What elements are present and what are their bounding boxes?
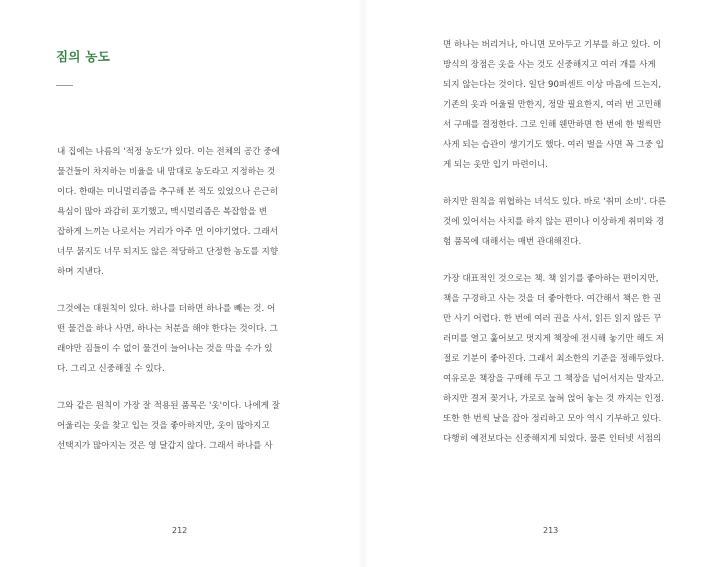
text-line: 방식의 장점은 옷을 사는 것도 신중해지고 여러 개를 사게 [443,60,656,70]
text-line: 하지만 원칙을 위협하는 녀석도 있다. 바로 '취미 소비'. 다른 [443,197,666,207]
text-line: 되지 않는다는 것이다. 일단 90퍼센트 이상 마음에 드는지, [443,80,662,90]
text-line: 것에 있어서는 사치를 하지 않는 편이나 이상하게 취미와 경 [443,217,665,227]
title-rule [56,85,73,86]
text-line: 사게 되는 습관이 생기기도 했다. 여러 벌을 사면 꼭 그중 입 [443,140,664,150]
right-page [363,0,726,567]
page-number: 213 [543,526,559,535]
text-line: 면 하나는 버리거나, 아니면 모아두고 기부를 하고 있다. 이 [443,40,662,50]
text-line: 어울리는 옷을 찾고 입는 것을 좋아하지만, 옷이 많아지고 [57,421,270,431]
text-line: 서 구매를 결정한다. 그로 인해 웬만하면 한 번에 한 벌씩만 [443,120,662,130]
text-line: 또한 한 번씩 날을 잡아 정리하고 모아 역시 기부하고 있다. [443,414,662,424]
text-line: 게 되는 옷만 입기 마련이니. [443,160,548,170]
text-line: 선택지가 많아지는 것은 영 달갑지 않다. 그래서 하나를 사 [57,441,273,451]
text-line: 책을 구경하고 사는 것을 더 좋아한다. 여간해서 책은 한 권 [443,294,662,304]
text-line: 기존의 옷과 어울릴 만한지, 정말 필요한지, 여러 번 고민해 [443,100,662,110]
text-line: 잡하게 느끼는 나로서는 거리가 아주 먼 이야기였다. 그래서 [57,227,279,237]
text-line: 이다. 한때는 미니멀리즘을 추구해 본 적도 있었으나 은근히 [57,187,279,197]
paragraph [443,269,693,449]
left-page-body [57,142,307,456]
text-line: 너무 묽지도 너무 되지도 않은 적당하고 단정한 농도를 지향 [57,247,279,257]
text-line: 떤 물건을 하나 사면, 하나는 처분을 해야 한다는 것이다. 그 [57,324,278,334]
text-line: 러미를 열고 훑어보고 멋지게 책장에 전시해 놓기만 해도 저 [443,334,665,344]
paragraph [57,142,307,282]
text-line: 다. 그리고 신중해질 수 있다. [57,364,165,374]
text-line: 여유로운 책장을 구매해 두고 그 책장을 넘어서지는 말자고. [443,374,665,384]
paragraph [443,35,693,175]
paragraph [57,299,307,379]
text-line: 험 품목에 대해서는 매번 관대해진다. [443,237,582,247]
text-line: 그것에는 대원칙이 있다. 하나를 더하면 하나를 빼는 것. 어 [57,304,276,314]
text-line: 다행히 예전보다는 신중해지게 되었다. 물론 인터넷 서점의 [443,434,662,444]
text-line: 절로 기분이 좋아진다. 그래서 최소한의 기준을 정해두었다. [443,354,665,364]
text-line: 욕심이 많아 과감히 포기했고, 맥시멀리즘은 복잡함을 변 [57,207,268,217]
text-line: 물건들이 차지하는 비율을 내 맘대로 농도라고 지정하는 것 [57,167,276,177]
text-line: 하며 지낸다. [57,267,104,277]
page-number: 212 [172,526,188,535]
text-line: 그와 같은 원칙이 가장 잘 적용된 품목은 '옷'이다. 나에게 잘 [57,401,280,411]
chapter-title: 짐의 농도 [56,49,111,64]
book-gutter [358,0,368,567]
paragraph [443,192,693,252]
right-page-body [443,35,693,449]
text-line: 내 집에는 나름의 '적정 농도'가 있다. 이는 전체의 공간 중에 [57,147,280,157]
text-line: 래야만 짐들이 수 없이 물건이 늘어나는 것을 막을 수가 있 [57,344,273,354]
paragraph [57,396,307,456]
text-line: 하지만 결저 꽂거나, 가로로 눕혀 얹어 놓는 것 까지는 인정. [443,394,664,404]
text-line: 가장 대표적인 것으로는 책. 책 읽기를 좋아하는 편이지만, [443,274,659,284]
text-line: 만 사기 어렵다. 한 번에 여러 권을 사서, 읽든 읽지 않든 꾸 [443,314,662,324]
